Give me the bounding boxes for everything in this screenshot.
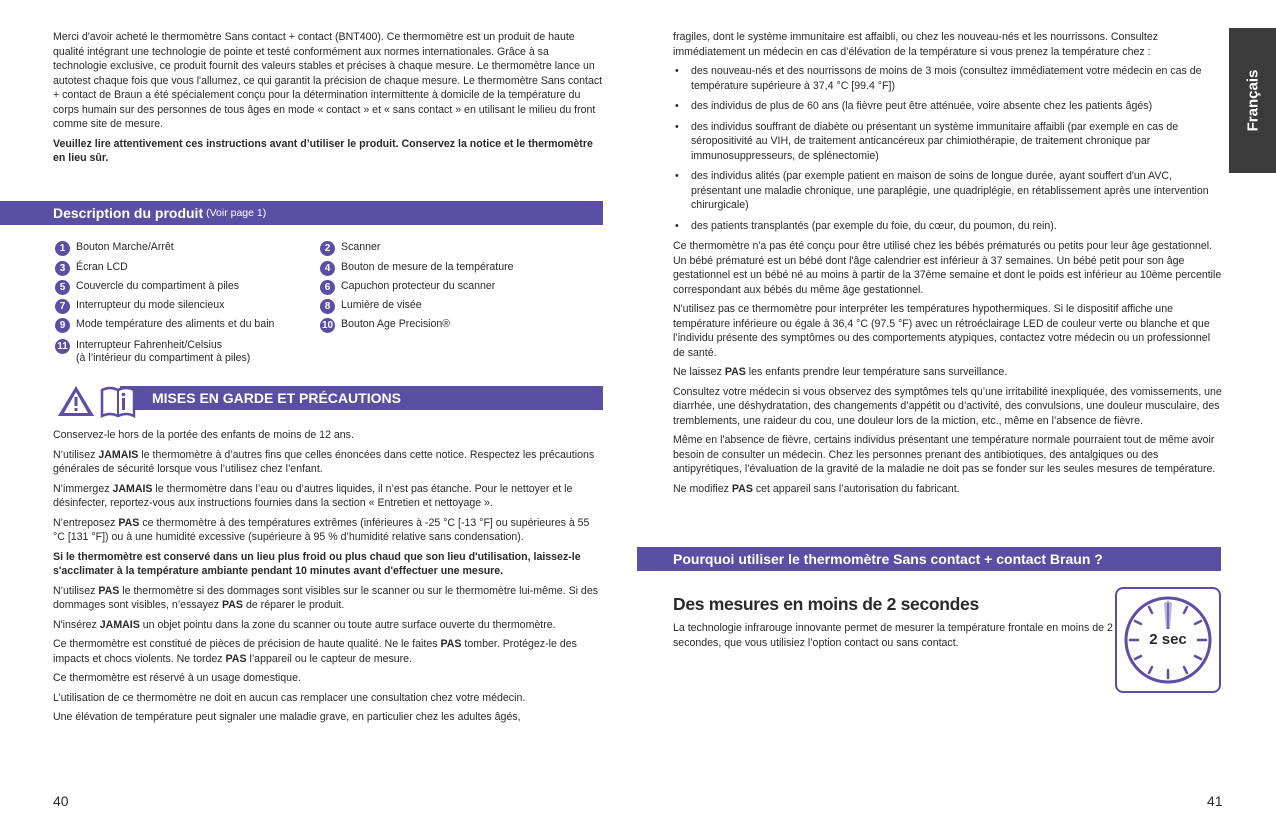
part-label: Interrupteur Fahrenheit/Celsius <box>76 339 223 351</box>
part-item <box>55 261 128 276</box>
warning-paragraph: Une élévation de température peut signaler une maladie grave, en particulier chez les adultes âgés, <box>53 711 521 723</box>
why-header <box>637 547 1221 571</box>
part-label: Couvercle du compartiment à piles <box>76 280 240 292</box>
warning-paragraph: Ce thermomètre est constitué de pièces de précision de haute qualité. Ne le faites PAS tomber. Protégez-le des impacts et chocs violents. Ne tordez PAS l’appareil ou le capteur de mesure. <box>53 638 577 665</box>
part-item <box>320 299 422 314</box>
description-subtitle: (Voir page 1) <box>206 207 267 219</box>
part-label: Bouton Marche/Arrêt <box>76 241 174 253</box>
page-number-right: 41 <box>1207 793 1223 809</box>
part-item <box>320 318 450 333</box>
part-number: 7 <box>55 299 70 314</box>
list-item: • des individus de plus de 60 ans (la fièvre peut être atténuée, voire absente chez les patients âgés) <box>673 99 1223 114</box>
right-text-section <box>673 30 1223 501</box>
list-item: • des individus souffrant de diabète ou présentant un système immunitaire affaibli (par exemple en cas de séropositivité au VIH, de traitement anticancéreux par chimiothérapie, de traitement chronique par immunosuppresseurs, de splénectomie) <box>673 120 1223 164</box>
part-number: 11 <box>55 339 70 354</box>
intro-bold-paragraph: Veuillez lire attentivement ces instructions avant d’utiliser le produit. Conservez la notice et le thermomètre en lieu sûr. <box>53 137 593 164</box>
no-fever-paragraph: Même en l'absence de fièvre, certains individus présentant une température normale pourraient tout de même avoir besoin de consulter un médecin. Chez les personnes prenant des antibiotiques, des antalgiques ou des antipyrétiques, l’évaluation de la gravité de la maladie ne doit pas se fonder sur les seules mesures de température. <box>673 434 1216 475</box>
risk-group-list <box>673 64 1223 233</box>
list-item: • des individus alités (par exemple patient en maison de soins de longue durée, ayant souffert d'un AVC, présentant une maladie chronique, une paraplégie, une quadriplégie, en rétablissement après une intervention chirurgicale) <box>673 169 1223 213</box>
part-number: 6 <box>320 280 335 295</box>
warning-paragraph: Conservez-le hors de la portée des enfants de moins de 12 ans. <box>53 429 354 441</box>
part-label-note: (à l’intérieur du compartiment à piles) <box>76 352 251 364</box>
description-header <box>0 201 603 225</box>
part-label: Lumière de visée <box>341 299 422 311</box>
part-item <box>55 339 250 365</box>
part-label: Capuchon protecteur du scanner <box>341 280 496 292</box>
premature-paragraph: Ce thermomètre n'a pas été conçu pour être utilisé chez les bébés prématurés ou petits pour leur âge gestationnel. Un bébé prématuré est un bébé dont l'âge calendrier est inférieur à 37 semaines. Un bébé petit pour son âge gestationnel est un bébé né au moins à partir de la 37ème semaine et dont le poids est inférieur au 10ème percentile correspondant aux bébés du même âge gestationnel. <box>673 240 1222 296</box>
part-label: Mode température des aliments et du bain <box>76 318 275 330</box>
warnings-header <box>0 386 603 412</box>
part-number: 9 <box>55 318 70 333</box>
warning-paragraph: L’utilisation de ce thermomètre ne doit en aucun cas remplacer une consultation chez votre médecin. <box>53 691 526 704</box>
intro-paragraph: Merci d'avoir acheté le thermomètre Sans contact + contact (BNT400). Ce thermomètre est un produit de haute qualité intégrant une technologie de pointe et testé conformément aux normes internationales. Grâce à sa technologie exclusive, ce produit fournit des valeurs stables et précises à chaque mesure. Le thermomètre lance un autotest chaque fois que vous l'allumez, ce qui garantit la précision de chaque mesure. Le thermomètre Sans contact + contact de Braun a été spécialement conçu pour la détermination intermittente à domicile de la température du corps humain sur des personnes de tous âges en mode « contact » et « sans contact » en utilisant le milieu du front comme site de mesure. <box>53 31 603 130</box>
clock-label: 2 sec <box>1149 631 1187 648</box>
part-label: Bouton Age Precision® <box>341 318 451 330</box>
symptoms-paragraph: Consultez votre médecin si vous observez des symptômes tels qu’une irritabilité inexpliquée, des vomissements, une diarrhée, une déshydratation, des changements d’appétit ou d’activité, des convulsions, une douleur musculaire, des tremblements, une raideur du cou, une douleur lors de la miction, etc., même en l’absence de fièvre. <box>673 385 1222 427</box>
part-item <box>55 280 239 295</box>
part-label: Écran LCD <box>76 261 128 273</box>
part-label: Scanner <box>341 241 381 253</box>
warning-paragraph: N’utilisez PAS le thermomètre si des dommages sont visibles sur le scanner ou sur le thermomètre lui-même. Si des dommages sont visibles, n’essayez PAS de réparer le produit. <box>53 584 599 611</box>
language-tab <box>1229 28 1276 173</box>
two-second-paragraph: La technologie infrarouge innovante permet de mesurer la température frontale en moins de 2 secondes, que vous utilisiez l’option contact ou sans contact. <box>673 622 1113 649</box>
two-second-text-block <box>673 621 1113 655</box>
warning-paragraph: N’utilisez JAMAIS le thermomètre à d’autres fins que celles énoncées dans cette notice. Respectez les précautions générales de sécurité lorsque vous l’utilisez chez l’enfant. <box>53 448 595 475</box>
part-item <box>320 261 514 276</box>
part-label: Bouton de mesure de la température <box>341 261 514 273</box>
warning-paragraph: N'insérez JAMAIS un objet pointu dans la zone du scanner ou toute autre surface ouverte du thermomètre. <box>53 618 556 631</box>
modification-paragraph: Ne modifiez PAS cet appareil sans l’autorisation du fabricant. <box>673 482 960 495</box>
part-number: 1 <box>55 241 70 256</box>
part-number: 2 <box>320 241 335 256</box>
warnings-text <box>53 428 603 730</box>
warning-bold-paragraph: Si le thermomètre est conservé dans un lieu plus froid ou plus chaud que son lieu d'utilisation, laissez-le s'acclimater à la température ambiante pendant 10 minutes avant d'effectuer une mesure. <box>53 550 581 577</box>
part-item <box>320 241 380 256</box>
intro-section <box>53 30 603 171</box>
warning-paragraph: N’immergez JAMAIS le thermomètre dans l’eau ou d’autres liquides, il n’est pas étanche. Pour le nettoyer et le désinfecter, reportez-vous aux instructions fournies dans la section « Entretien et nettoyage ». <box>53 482 573 509</box>
part-item <box>55 299 224 314</box>
list-item: • des nouveau-nés et des nourrissons de moins de 3 mois (consultez immédiatement votre médecin en cas de température supérieure à 37,4 °C [99.4 °F]) <box>673 64 1223 93</box>
part-item <box>55 318 274 333</box>
part-number: 3 <box>55 261 70 276</box>
continued-paragraph: fragiles, dont le système immunitaire est affaibli, ou chez les nouveau-nés et les nourrissons. Consultez immédiatement un médecin en cas d’élévation de la température si vous prenez la température chez : <box>673 31 1159 58</box>
language-label: Français <box>1244 69 1262 132</box>
two-second-title: Des mesures en moins de 2 secondes <box>673 594 979 614</box>
supervision-paragraph: Ne laissez PAS les enfants prendre leur température sans surveillance. <box>673 366 1008 378</box>
part-number: 4 <box>320 261 335 276</box>
warning-paragraph: Ce thermomètre est réservé à un usage domestique. <box>53 672 301 684</box>
part-label: Interrupteur du mode silencieux <box>76 299 225 311</box>
why-title: Pourquoi utiliser le thermomètre Sans contact + contact Braun ? <box>673 551 1103 567</box>
part-item <box>320 280 495 295</box>
part-number: 8 <box>320 299 335 314</box>
list-item: • des patients transplantés (par exemple du foie, du cœur, du poumon, du rein). <box>673 219 1223 234</box>
hypothermia-paragraph: N'utilisez pas ce thermomètre pour interpréter les températures hypothermiques. Si le dispositif affiche une température inférieure ou égale à 36,4 °C (97.5 °F) avec un rétroéclairage LED de couleur verte ou blanche et que l’individu présente des symptômes ou des comportements atypiques, contactez votre médecin ou un professionnel de santé. <box>673 303 1211 359</box>
warning-icon <box>56 384 148 418</box>
part-number: 5 <box>55 280 70 295</box>
part-number: 10 <box>321 320 334 331</box>
warning-paragraph: N’entreposez PAS ce thermomètre à des températures extrêmes (inférieures à -25 °C [-13 °F] ou supérieures à 55 °C [131 °F]) ou à une humidité excessive (supérieure à 95 % d’humidité relative sans condensation). <box>53 516 590 543</box>
description-title: Description du produit <box>53 205 204 221</box>
part-item <box>55 241 174 256</box>
warnings-title: MISES EN GARDE ET PRÉCAUTIONS <box>120 386 603 410</box>
stopwatch-icon <box>1115 587 1221 693</box>
page-number-left: 40 <box>53 793 69 809</box>
